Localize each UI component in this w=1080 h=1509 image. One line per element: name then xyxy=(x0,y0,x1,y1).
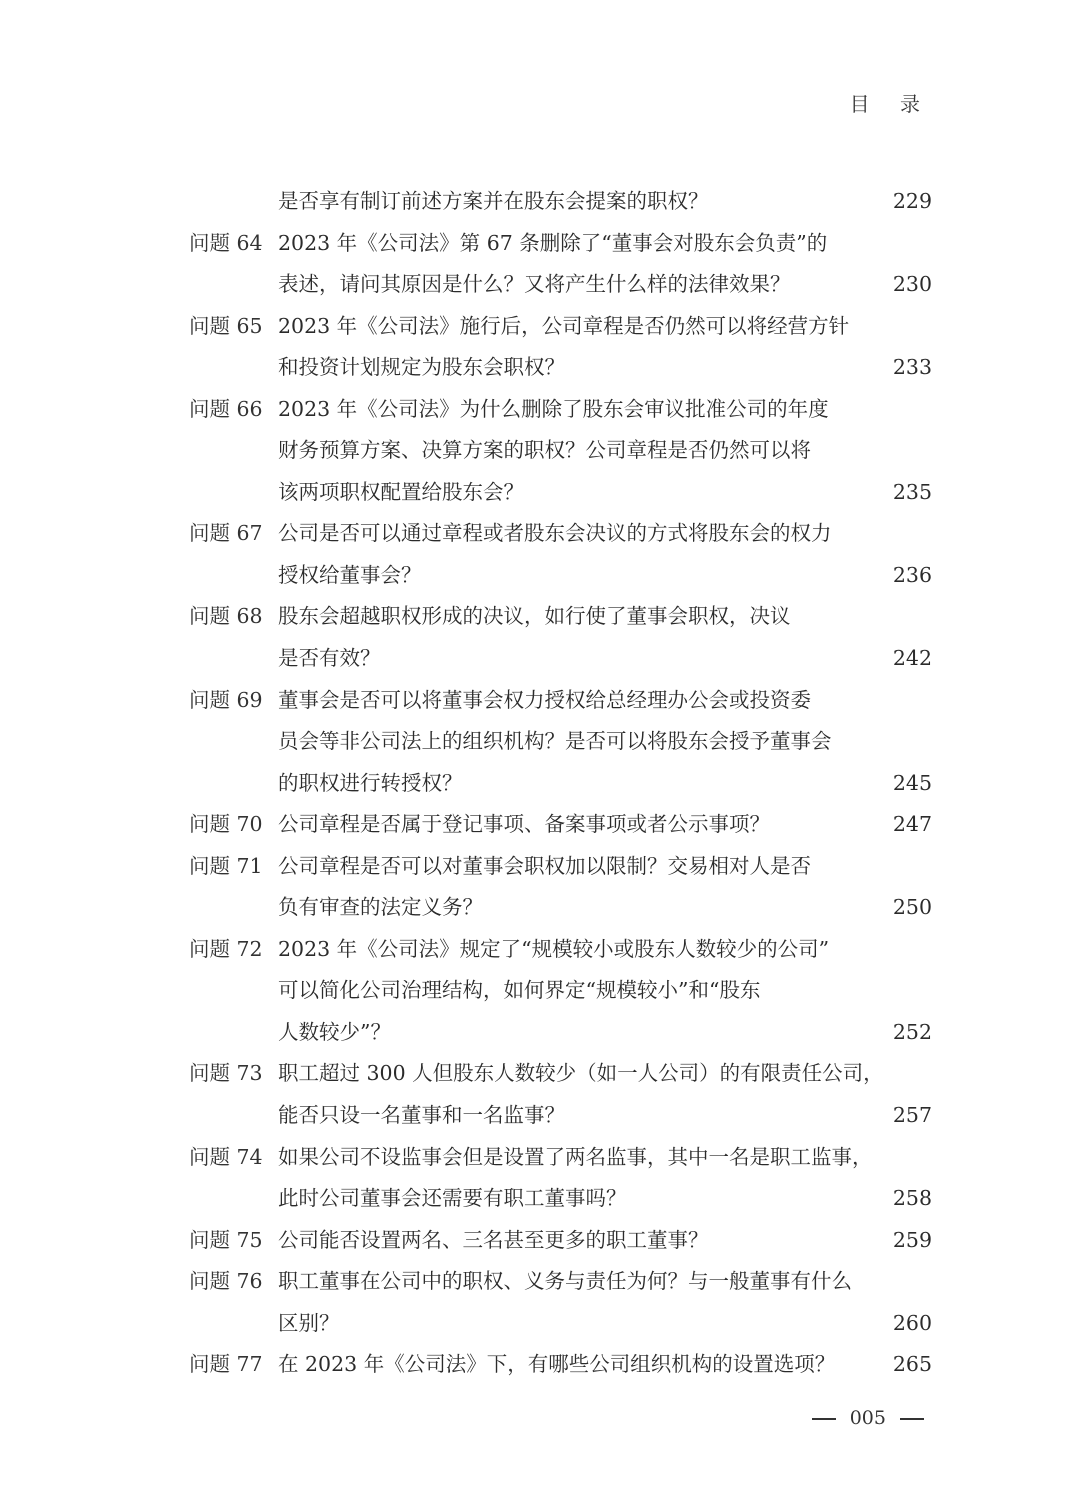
toc-line xyxy=(0,680,1080,722)
toc-entry-label: 问题 76 xyxy=(189,1269,263,1294)
toc-entry-page: 242 xyxy=(892,646,932,671)
toc-line xyxy=(0,804,1080,846)
table-of-contents xyxy=(0,181,1080,1386)
footer-dash-right xyxy=(900,1418,924,1420)
toc-line xyxy=(0,929,1080,971)
toc-line xyxy=(0,1344,1080,1386)
toc-line xyxy=(0,887,1080,929)
toc-line xyxy=(0,1261,1080,1303)
toc-line xyxy=(0,430,1080,472)
toc-entry-text: 职工董事在公司中的职权、义务与责任为何？与一般董事有什么 xyxy=(278,1269,852,1294)
toc-entry-label: 问题 65 xyxy=(189,313,263,338)
toc-entry-page: 245 xyxy=(892,770,932,795)
toc-line xyxy=(0,970,1080,1012)
toc-entry-label: 问题 67 xyxy=(189,521,263,546)
toc-entry-page: 257 xyxy=(892,1103,932,1128)
toc-entry-text: 和投资计划规定为股东会职权？ xyxy=(278,355,565,380)
toc-line xyxy=(0,638,1080,680)
toc-entry-text: 人数较少”？ xyxy=(278,1019,391,1044)
toc-line xyxy=(0,1303,1080,1345)
toc-line xyxy=(0,596,1080,638)
page-footer xyxy=(0,1407,1080,1429)
toc-entry-page: 236 xyxy=(892,562,932,587)
toc-entry-label: 问题 64 xyxy=(189,230,263,255)
page-header-title: 目 录 xyxy=(849,92,932,116)
toc-line xyxy=(0,472,1080,514)
toc-entry-label: 问题 66 xyxy=(189,396,263,421)
toc-entry-text: 职工超过 300 人但股东人数较少（如一人公司）的有限责任公司， xyxy=(278,1061,884,1086)
toc-entry-label: 问题 70 xyxy=(189,812,263,837)
toc-entry-label: 问题 68 xyxy=(189,604,263,629)
toc-line xyxy=(0,1053,1080,1095)
toc-entry-page: 235 xyxy=(892,479,932,504)
toc-entry-text: 2023 年《公司法》规定了“规模较小或股东人数较少的公司” xyxy=(278,936,830,961)
toc-entry-page: 230 xyxy=(892,272,932,297)
toc-entry-label: 问题 75 xyxy=(189,1227,263,1252)
toc-line xyxy=(0,306,1080,348)
toc-entry-text: 如果公司不设监事会但是设置了两名监事，其中一名是职工监事， xyxy=(278,1144,873,1169)
toc-line xyxy=(0,1012,1080,1054)
toc-line xyxy=(0,1220,1080,1262)
toc-entry-text: 负有审查的法定义务？ xyxy=(278,895,483,920)
toc-line xyxy=(0,389,1080,431)
toc-entry-text: 2023 年《公司法》施行后，公司章程是否仍然可以将经营方针 xyxy=(278,313,850,338)
toc-entry-text: 员会等非公司法上的组织机构？是否可以将股东会授予董事会 xyxy=(278,729,832,754)
toc-entry-page: 252 xyxy=(892,1019,932,1044)
toc-line xyxy=(0,1178,1080,1220)
toc-entry-text: 该两项职权配置给股东会？ xyxy=(278,479,524,504)
toc-entry-text: 2023 年《公司法》第 67 条删除了“董事会对股东会负责”的 xyxy=(278,230,828,255)
toc-entry-text: 是否有效？ xyxy=(278,646,381,671)
toc-entry-page: 265 xyxy=(892,1352,932,1377)
toc-entry-page: 250 xyxy=(892,895,932,920)
toc-entry-text: 公司章程是否可以对董事会职权加以限制？交易相对人是否 xyxy=(278,853,811,878)
toc-entry-text: 表述，请问其原因是什么？又将产生什么样的法律效果？ xyxy=(278,272,791,297)
toc-line xyxy=(0,846,1080,888)
toc-entry-text: 2023 年《公司法》为什么删除了股东会审议批准公司的年度 xyxy=(278,396,829,421)
toc-line xyxy=(0,1095,1080,1137)
toc-line xyxy=(0,347,1080,389)
toc-entry-page: 233 xyxy=(892,355,932,380)
toc-entry-text: 可以简化公司治理结构，如何界定“规模较小”和“股东 xyxy=(278,978,761,1003)
toc-entry-text: 此时公司董事会还需要有职工董事吗？ xyxy=(278,1186,627,1211)
toc-entry-text: 公司能否设置两名、三名甚至更多的职工董事？ xyxy=(278,1227,709,1252)
toc-entry-label: 问题 72 xyxy=(189,936,263,961)
toc-entry-text: 财务预算方案、决算方案的职权？公司章程是否仍然可以将 xyxy=(278,438,811,463)
toc-entry-page: 247 xyxy=(892,812,932,837)
toc-entry-text: 区别？ xyxy=(278,1310,340,1335)
toc-entry-page: 259 xyxy=(892,1227,932,1252)
toc-line xyxy=(0,555,1080,597)
toc-entry-page: 260 xyxy=(892,1310,932,1335)
toc-line xyxy=(0,181,1080,223)
toc-entry-page: 258 xyxy=(892,1186,932,1211)
toc-entry-text: 股东会超越职权形成的决议，如行使了董事会职权，决议 xyxy=(278,604,791,629)
toc-line xyxy=(0,721,1080,763)
toc-entry-text: 董事会是否可以将董事会权力授权给总经理办公会或投资委 xyxy=(278,687,811,712)
toc-entry-text: 是否享有制订前述方案并在股东会提案的职权？ xyxy=(278,189,709,213)
toc-entry-text: 授权给董事会？ xyxy=(278,562,422,587)
toc-entry-label: 问题 73 xyxy=(189,1061,263,1086)
toc-line xyxy=(0,513,1080,555)
toc-line xyxy=(0,223,1080,265)
toc-line xyxy=(0,264,1080,306)
toc-entry-text: 在 2023 年《公司法》下，有哪些公司组织机构的设置选项？ xyxy=(278,1352,836,1377)
toc-entry-label: 问题 74 xyxy=(189,1144,263,1169)
toc-entry-text: 公司章程是否属于登记事项、备案事项或者公示事项？ xyxy=(278,812,770,837)
footer-dash-left xyxy=(812,1418,836,1420)
toc-line xyxy=(0,1137,1080,1179)
toc-entry-label: 问题 69 xyxy=(189,687,263,712)
toc-entry-text: 的职权进行转授权？ xyxy=(278,770,463,795)
toc-entry-label: 问题 77 xyxy=(189,1352,263,1377)
toc-entry-label: 问题 71 xyxy=(189,853,263,878)
toc-entry-page: 229 xyxy=(892,189,932,213)
toc-entry-text: 公司是否可以通过章程或者股东会决议的方式将股东会的权力 xyxy=(278,521,832,546)
toc-entry-text: 能否只设一名董事和一名监事？ xyxy=(278,1103,565,1128)
toc-line xyxy=(0,763,1080,805)
page-number: 005 xyxy=(849,1407,886,1429)
